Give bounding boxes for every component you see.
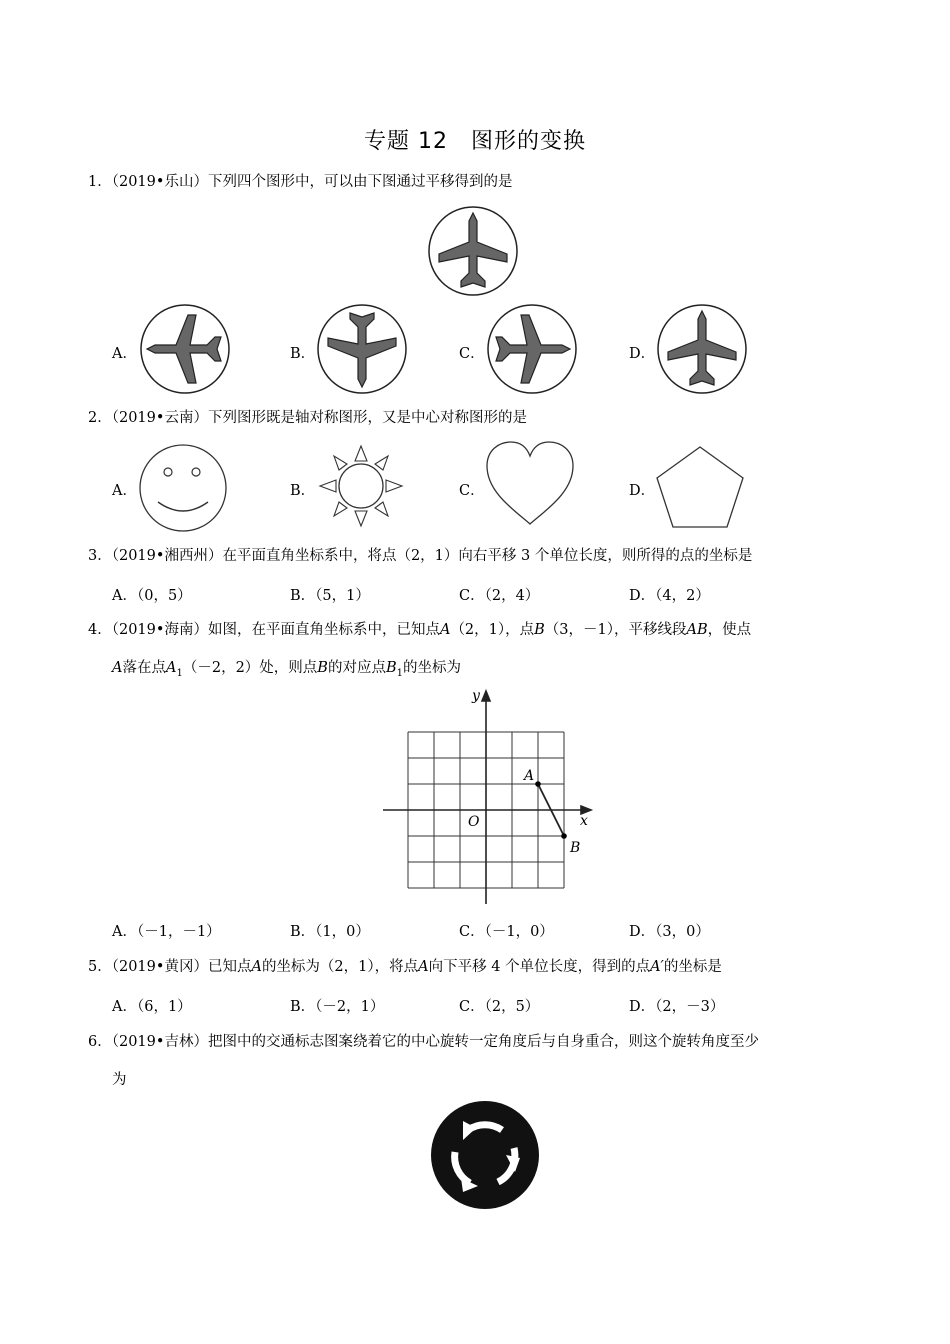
q2-option-c-heart-figure[interactable] xyxy=(484,440,576,528)
point-a xyxy=(535,781,541,787)
question-2 xyxy=(88,408,527,428)
question-source: （2019•湘西州） xyxy=(111,548,223,564)
question-6 xyxy=(88,1032,759,1052)
y-axis-label: y xyxy=(472,688,480,704)
q1-option-d-label: D． xyxy=(629,346,656,362)
q1-option-b-figure[interactable] xyxy=(316,303,408,395)
q1-option-a-label: A． xyxy=(112,346,137,362)
coordinate-grid-figure xyxy=(380,688,600,908)
question-6-continuation: 为 xyxy=(112,1072,127,1088)
q2-option-b-sun-figure[interactable] xyxy=(316,444,406,534)
point-b-label: B xyxy=(570,840,581,856)
question-4-line-1: 4．（2019•海南）如图，在平面直角坐标系中，已知点A（2，1），点B（3，－1），平移线段AB，使点 xyxy=(88,622,752,638)
q3-option-a[interactable]: A．（0，5） xyxy=(112,588,192,604)
question-source: （2019•海南） xyxy=(111,622,208,638)
question-number: 6． xyxy=(88,1034,112,1050)
page-title: 专题 12 图形的变换 xyxy=(364,129,586,154)
q1-option-c-label: C． xyxy=(459,346,485,362)
q4-option-a[interactable]: A．（－1，－1） xyxy=(112,924,221,940)
question-number: 3． xyxy=(88,548,112,564)
question-source: （2019•黄冈） xyxy=(111,959,208,975)
q3-option-c[interactable]: C．（2，4） xyxy=(459,588,540,604)
q1-option-a-figure[interactable] xyxy=(139,303,231,395)
question-source: （2019•乐山） xyxy=(111,174,208,190)
q5-option-a[interactable]: A．（6，1） xyxy=(112,999,192,1015)
q1-option-c-figure[interactable] xyxy=(486,303,578,395)
question-text: 下列四个图形中，可以由下图通过平移得到的是 xyxy=(207,174,513,190)
q2-option-a-smiley-figure[interactable] xyxy=(138,444,228,534)
question-1 xyxy=(88,172,512,192)
q4-option-c[interactable]: C．（－1，0） xyxy=(459,924,554,940)
q3-option-b[interactable]: B．（5，1） xyxy=(290,588,370,604)
q1-option-d-figure[interactable] xyxy=(656,303,748,395)
origin-label: O xyxy=(468,814,480,830)
question-number: 5． xyxy=(88,959,112,975)
axes xyxy=(383,691,591,904)
q3-option-d[interactable]: D．（4，2） xyxy=(629,588,710,604)
q5-option-c[interactable]: C．（2，5） xyxy=(459,999,540,1015)
question-source: （2019•云南） xyxy=(111,410,208,426)
question-text: 把图中的交通标志图案绕着它的中心旋转一定角度后与自身重合，则这个旋转角度至少 xyxy=(207,1034,759,1050)
question-3 xyxy=(88,546,752,566)
q5-option-d[interactable]: D．（2，－3） xyxy=(629,999,725,1015)
airplane-reference-figure xyxy=(427,205,519,297)
q5-option-b[interactable]: B．（－2，1） xyxy=(290,999,385,1015)
point-b xyxy=(561,833,567,839)
q2-option-a-label: A． xyxy=(112,483,137,499)
q1-option-b-label: B． xyxy=(290,346,316,362)
question-4-line-2: A落在点$A_1(-2$，2）处，则点B的对应点$B_1$的坐标为 xyxy=(112,660,461,679)
roundabout-sign-icon xyxy=(430,1100,540,1210)
point-a-label: A xyxy=(524,768,535,784)
question-number: 1． xyxy=(88,174,112,190)
q4-option-d[interactable]: D．（3，0） xyxy=(629,924,710,940)
question-5: 5．（2019•黄冈）已知点A的坐标为（2，1），将点A向下平移 4 个单位长度，得到的点A′的坐标是 xyxy=(88,959,722,975)
question-text: 下列图形既是轴对称图形，又是中心对称图形的是 xyxy=(207,410,527,426)
question-number: 2． xyxy=(88,410,112,426)
q2-option-d-pentagon-figure[interactable] xyxy=(654,444,746,530)
question-text: 在平面直角坐标系中，将点（2，1）向右平移 3 个单位长度，则所得的点的坐标是 xyxy=(222,548,753,564)
question-number: 4． xyxy=(88,622,112,638)
q2-option-c-label: C． xyxy=(459,483,485,499)
q4-option-b[interactable]: B．（1，0） xyxy=(290,924,370,940)
q2-option-b-label: B． xyxy=(290,483,316,499)
x-axis-label: x xyxy=(580,813,588,829)
q2-option-d-label: D． xyxy=(629,483,656,499)
question-source: （2019•吉林） xyxy=(111,1034,208,1050)
